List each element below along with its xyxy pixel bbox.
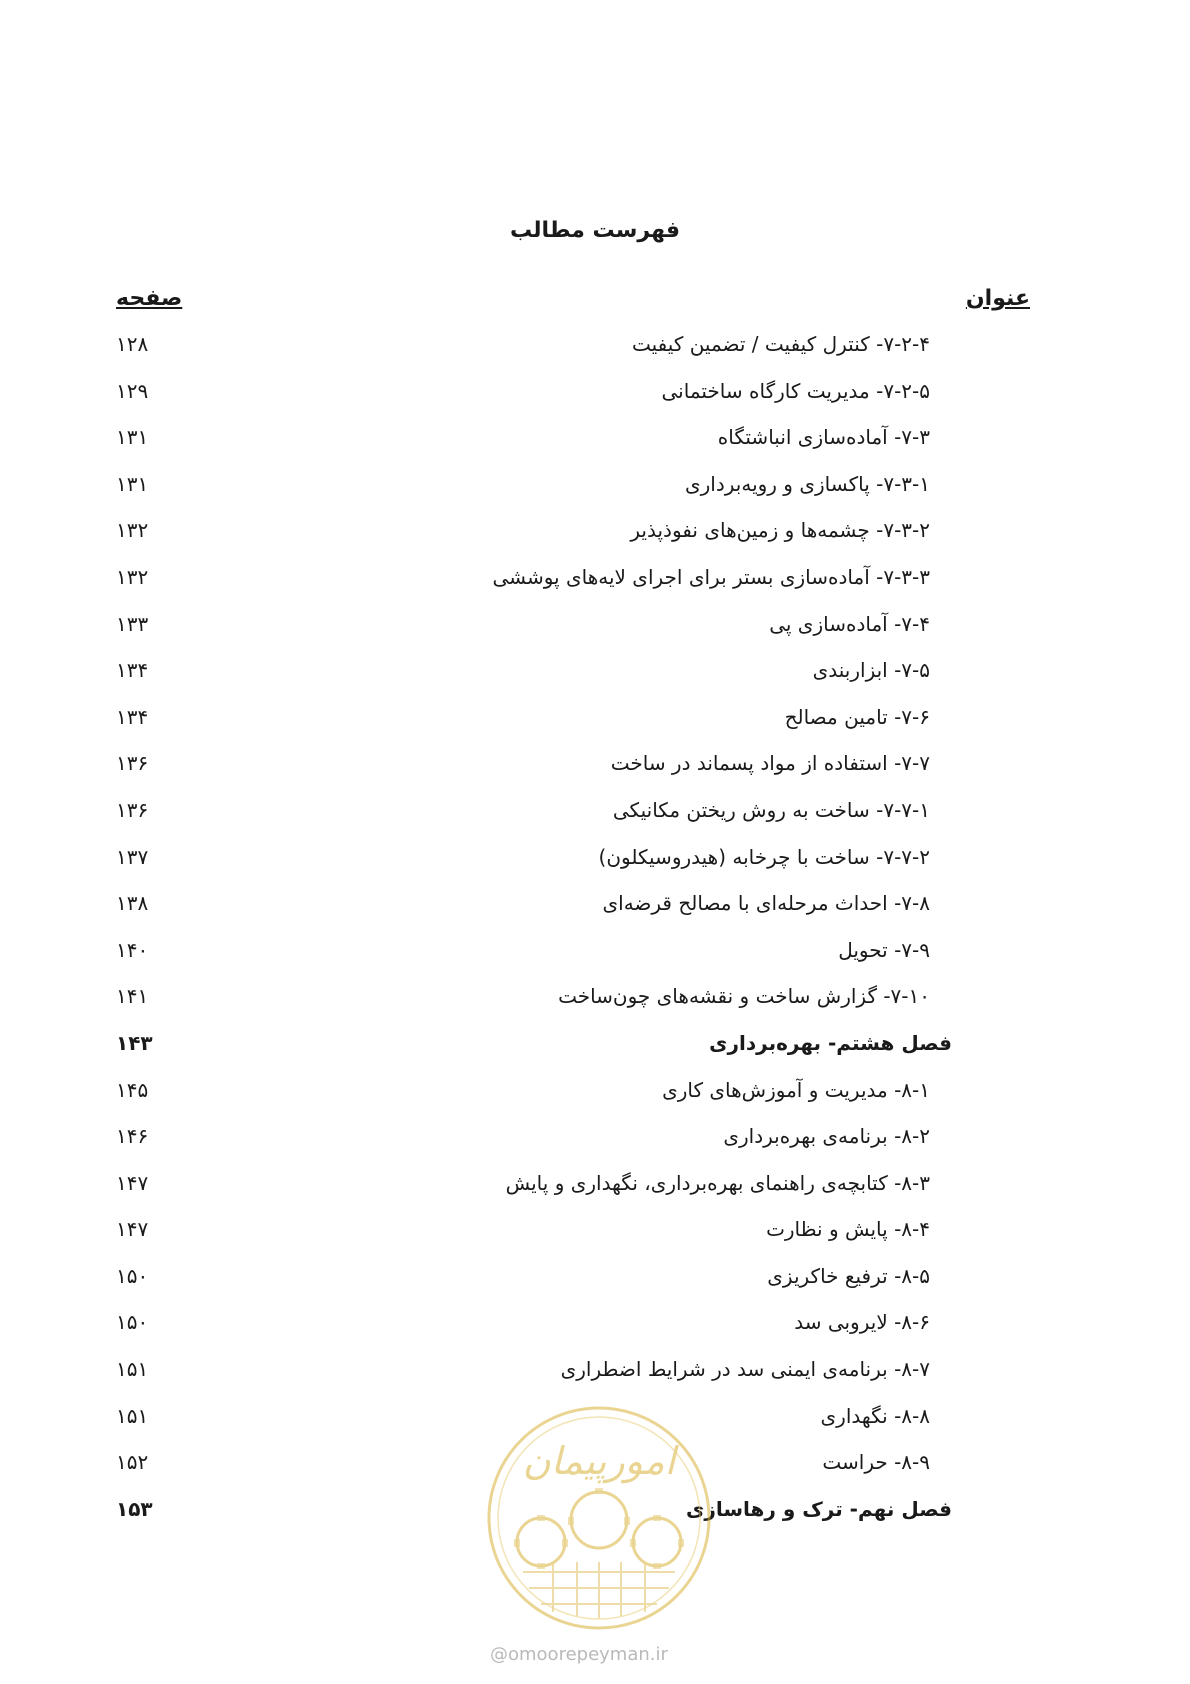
toc-row[interactable] — [0, 1124, 1190, 1171]
toc-row-page: ۱۲۸ — [116, 332, 149, 356]
toc-row-page: ۱۴۵ — [116, 1077, 149, 1102]
toc-row-title: ۷-۷- استفاده از مواد پسماند در ساخت — [610, 751, 930, 776]
toc-row-page: ۱۳۳ — [116, 611, 149, 636]
toc-row-page: ۱۵۰ — [116, 1310, 149, 1335]
toc-row-page: ۱۳۲ — [116, 564, 149, 589]
toc-row-title: ۷-۸- احداث مرحله‌ای با مصالح قرضه‌ای — [602, 891, 930, 916]
toc-row-page: ۱۴۶ — [116, 1124, 149, 1149]
toc-row[interactable] — [0, 891, 1190, 938]
toc-row-page: ۱۳۷ — [116, 844, 149, 869]
toc-row-page: ۱۳۶ — [116, 797, 149, 822]
toc-row[interactable] — [0, 1217, 1190, 1264]
toc-row[interactable] — [0, 612, 1190, 659]
toc-row[interactable] — [0, 425, 1190, 472]
toc-row-title: ۷-۷-۲- ساخت با چرخابه (هیدروسیکلون) — [598, 844, 930, 869]
toc-row-title: ۷-۲-۵- مدیریت کارگاه ساختمانی — [661, 378, 930, 403]
toc-list — [0, 332, 1190, 1543]
toc-row-title: ۷-۴- آماده‌سازی پی — [769, 611, 930, 636]
toc-row-title: ۸-۲- برنامه‌ی بهره‌برداری — [723, 1124, 930, 1149]
toc-row-page: ۱۳۱ — [116, 471, 149, 496]
toc-row-title: ۷-۱۰- گزارش ساخت و نقشه‌های چون‌ساخت — [558, 984, 930, 1009]
toc-row-title: ۸-۶- لایروبی سد — [794, 1310, 930, 1335]
toc-row-page: ۱۵۱ — [116, 1357, 149, 1382]
toc-row-page: ۱۳۶ — [116, 751, 149, 776]
toc-row-page: ۱۵۰ — [116, 1263, 149, 1288]
toc-row[interactable] — [0, 705, 1190, 752]
toc-row-page: ۱۴۰ — [116, 937, 149, 962]
toc-row-title: ۷-۳-۱- پاکسازی و رویه‌برداری — [684, 471, 930, 496]
toc-row-page: ۱۴۱ — [116, 984, 149, 1009]
toc-row[interactable] — [0, 1357, 1190, 1404]
toc-row-title: ۸-۸- نگهداری — [820, 1403, 930, 1428]
toc-row-title: ۷-۷-۱- ساخت به روش ریختن مکانیکی — [612, 797, 930, 822]
toc-row-title: ۷-۳-۳- آماده‌سازی بستر برای اجرای لایه‌های پوششی — [492, 564, 930, 589]
toc-row[interactable] — [0, 984, 1190, 1031]
toc-row-page: ۱۳۱ — [116, 425, 149, 450]
toc-row-page: ۱۵۱ — [116, 1403, 149, 1428]
toc-row-page: ۱۵۳ — [116, 1496, 153, 1521]
toc-row[interactable] — [0, 472, 1190, 519]
toc-row[interactable] — [0, 1264, 1190, 1311]
watermark-logo-icon — [483, 1402, 715, 1634]
toc-row[interactable] — [0, 1310, 1190, 1357]
toc-row-page: ۱۴۳ — [116, 1030, 153, 1055]
toc-row-page: ۱۵۲ — [116, 1450, 149, 1475]
toc-row-title: ۸-۹- حراست — [822, 1450, 930, 1475]
toc-row[interactable] — [0, 379, 1190, 426]
toc-row-title: فصل هشتم- بهره‌برداری — [709, 1030, 952, 1055]
toc-row-page: ۱۳۴ — [116, 658, 149, 683]
toc-row[interactable] — [0, 1078, 1190, 1125]
toc-row[interactable] — [0, 332, 1190, 379]
toc-row-page: ۱۳۲ — [116, 518, 149, 543]
toc-row[interactable] — [0, 658, 1190, 705]
watermark-url: @omoorepeyman.ir — [490, 1644, 668, 1665]
toc-row-page: ۱۳۸ — [116, 891, 149, 916]
toc-row-title: ۸-۱- مدیریت و آموزش‌های کاری — [662, 1077, 930, 1102]
toc-row-title: ۷-۵- ابزاربندی — [812, 658, 930, 683]
toc-row-title: ۸-۷- برنامه‌ی ایمنی سد در شرایط اضطراری — [560, 1357, 930, 1382]
toc-row[interactable] — [0, 1031, 1190, 1078]
toc-row-title: فصل نهم- ترک و رهاسازی — [686, 1496, 952, 1521]
toc-row[interactable] — [0, 938, 1190, 985]
column-header-page: صفحه — [116, 286, 183, 311]
toc-row-page: ۱۳۴ — [116, 704, 149, 729]
watermark-text: امورپیمان — [522, 1439, 676, 1483]
toc-row[interactable] — [0, 751, 1190, 798]
column-header-title: عنوان — [965, 286, 1030, 311]
toc-row[interactable] — [0, 1171, 1190, 1218]
toc-row[interactable] — [0, 798, 1190, 845]
toc-row-page: ۱۴۷ — [116, 1170, 149, 1195]
toc-row-title: ۷-۳- آماده‌سازی انباشتگاه — [717, 425, 930, 450]
page-title: فهرست مطالب — [509, 218, 681, 243]
toc-row-title: ۸-۵- ترفیع خاکریزی — [767, 1263, 930, 1288]
toc-row-page: ۱۴۷ — [116, 1217, 149, 1242]
toc-row-title: ۸-۳- کتابچه‌ی راهنمای بهره‌برداری، نگهداری و پایش — [505, 1170, 930, 1195]
toc-row[interactable] — [0, 565, 1190, 612]
toc-row-page: ۱۲۹ — [116, 378, 149, 403]
toc-row-title: ۸-۴- پایش و نظارت — [766, 1217, 930, 1242]
toc-row-title: ۷-۹- تحویل — [838, 937, 930, 962]
toc-row-title: ۷-۳-۲- چشمه‌ها و زمین‌های نفوذپذیر — [630, 518, 930, 543]
toc-row-title: ۷-۶- تامین مصالح — [784, 704, 930, 729]
toc-row-title: ۷-۲-۴- کنترل کیفیت / تضمین کیفیت — [632, 332, 930, 356]
toc-row[interactable] — [0, 518, 1190, 565]
toc-row[interactable] — [0, 845, 1190, 892]
